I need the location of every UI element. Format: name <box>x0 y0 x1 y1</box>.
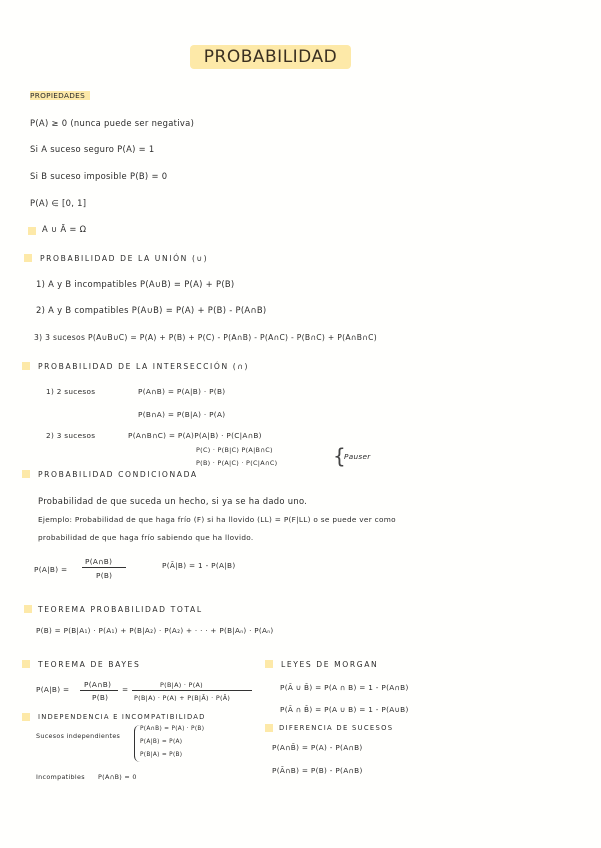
total-heading: TEOREMA PROBABILIDAD TOTAL <box>38 605 203 614</box>
propiedades-heading: PROPIEDADES <box>30 91 86 100</box>
condicionada-frac-den: P(B) <box>96 571 113 580</box>
morgan-heading: LEYES DE MORGAN <box>281 660 379 669</box>
propiedad-line-3: Si B suceso imposible P(B) = 0 <box>30 171 168 181</box>
independencia-heading: INDEPENDENCIA E INCOMPATIBILIDAD <box>38 713 206 721</box>
bayes-f1-num: P(A∩B) <box>84 680 112 689</box>
interseccion-heading: PROBABILIDAD DE LA INTERSECCIÓN (∩) <box>38 362 250 371</box>
bayes-lhs: P(A|B) = <box>36 685 70 694</box>
propiedad-line-4: P(A) ∈ [0, 1] <box>30 198 87 208</box>
propiedad-line-2: Si A suceso seguro P(A) = 1 <box>30 144 155 154</box>
page-title: PROBABILIDAD <box>190 45 351 69</box>
bayes-f1-den: P(B) <box>92 693 109 702</box>
condicionada-line-1: Probabilidad de que suceda un hecho, si ya se ha dado uno. <box>38 496 308 506</box>
condicionada-heading: PROBABILIDAD CONDICIONADA <box>38 470 198 479</box>
fraction-bar <box>82 567 126 568</box>
condicionada-line-3: probabilidad de que haga frío sabiendo que ha llovido. <box>38 533 254 542</box>
bayes-f2-num: P(B|A) · P(A) <box>160 681 203 689</box>
bayes-eq: = <box>122 685 129 694</box>
interseccion-three-line-1: P(A∩B∩C) = P(A)P(A|B) · P(C|A∩B) <box>128 431 262 440</box>
interseccion-three-label: 2) 3 sucesos <box>46 431 96 440</box>
bullet-square <box>265 724 273 732</box>
bullet-square <box>22 660 30 668</box>
condicionada-formula-right: P(Ā|B) = 1 - P(A|B) <box>162 561 236 570</box>
bayes-f2-den: P(B|A) · P(A) + P(B|Ā) · P(Ā) <box>134 694 231 702</box>
condicionada-frac-num: P(A∩B) <box>85 557 113 566</box>
condicionada-line-2: Ejemplo: Probabilidad de que haga frío (F) si ha llovido (LL) = P(F|LL) o se puede ver como <box>38 515 396 524</box>
morgan-line-2: P(Ā ∩ B̄) = P(A ∪ B) = 1 - P(A∪B) <box>280 705 409 714</box>
diferencia-heading: DIFERENCIA DE SUCESOS <box>279 724 394 732</box>
condicionada-formula-left: P(A|B) = <box>34 565 68 574</box>
bullet-square <box>28 227 36 235</box>
independencia-label: Sucesos independientes <box>36 732 121 740</box>
interseccion-two-line-1: P(A∩B) = P(A|B) · P(B) <box>138 387 226 396</box>
interseccion-three-line-2: P(C) · P(B|C) P(A|B∩C) <box>196 446 273 454</box>
propiedad-line-5: A ∪ Ā = Ω <box>42 224 87 234</box>
interseccion-two-line-2: P(B∩A) = P(B|A) · P(A) <box>138 410 226 419</box>
fraction-bar <box>80 690 118 691</box>
propiedad-line-1: P(A) ≥ 0 (nunca puede ser negativa) <box>30 118 195 128</box>
brace-icon: { <box>333 444 347 468</box>
incompatibles-label: Incompatibles <box>36 773 85 781</box>
independencia-line-1: P(A∩B) = P(A) · P(B) <box>140 726 205 732</box>
interseccion-note: Pauser <box>344 452 371 461</box>
interseccion-three-line-3: P(B) · P(A|C) · P(C|A∩C) <box>196 459 278 467</box>
bullet-square <box>22 713 30 721</box>
incompatibles-formula: P(A∩B) = 0 <box>98 773 137 781</box>
union-item-1: 1) A y B incompatibles P(A∪B) = P(A) + P(B) <box>36 279 235 289</box>
morgan-line-1: P(Ā ∪ B̄) = P(A ∩ B) = 1 - P(A∩B) <box>280 683 409 692</box>
union-heading: PROBABILIDAD DE LA UNIÓN (∪) <box>40 254 209 263</box>
interseccion-two-label: 1) 2 sucesos <box>46 387 96 396</box>
bullet-square <box>24 254 32 262</box>
independencia-line-2: P(A|B) = P(A) <box>140 739 183 745</box>
union-item-3: 3) 3 sucesos P(A∪B∪C) = P(A) + P(B) + P(C) - P(A∩B) - P(A∩C) - P(B∩C) + P(A∩B∩C) <box>34 333 377 342</box>
bayes-heading: TEOREMA DE BAYES <box>38 660 141 669</box>
total-formula: P(B) = P(B|A₁) · P(A₁) + P(B|A₂) · P(A₂) + · · · + P(B|Aₙ) · P(Aₙ) <box>36 626 274 635</box>
diferencia-line-1: P(A∩B̄) = P(A) - P(A∩B) <box>272 743 363 752</box>
independencia-line-3: P(B|A) = P(B) <box>140 752 183 758</box>
bullet-square <box>22 362 30 370</box>
fraction-bar <box>132 690 252 691</box>
bullet-square <box>24 605 32 613</box>
diferencia-line-2: P(Ā∩B) = P(B) - P(A∩B) <box>272 766 363 775</box>
bullet-square <box>265 660 273 668</box>
union-item-2: 2) A y B compatibles P(A∪B) = P(A) + P(B) - P(A∩B) <box>36 305 267 315</box>
bullet-square <box>22 470 30 478</box>
